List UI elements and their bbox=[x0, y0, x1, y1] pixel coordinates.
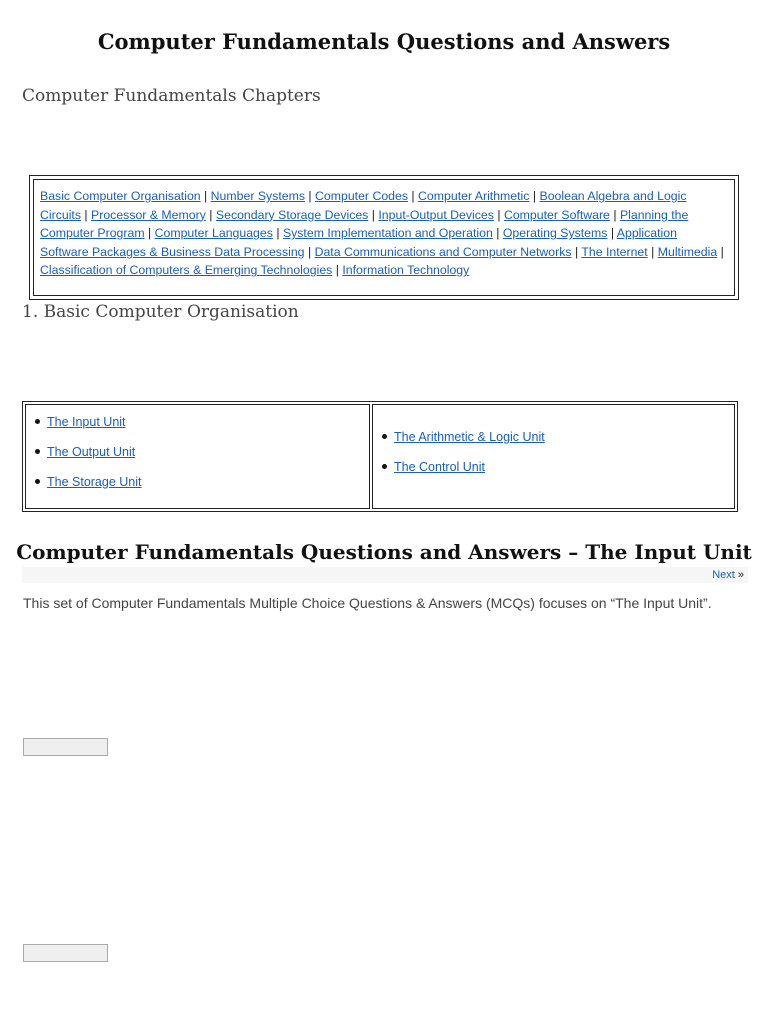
chapter-link-multimedia[interactable]: Multimedia bbox=[657, 244, 718, 259]
page-title: Computer Fundamentals Questions and Answers bbox=[97, 29, 671, 54]
unit-link-output[interactable]: The Output Unit bbox=[47, 445, 136, 459]
list-item bbox=[35, 443, 135, 461]
unit-link-control[interactable]: The Control Unit bbox=[394, 460, 486, 474]
chapter-link-information-technology[interactable]: Information Technology bbox=[342, 263, 470, 278]
chapter-separator: | bbox=[209, 207, 213, 222]
next-nav bbox=[712, 569, 744, 581]
chapter-separator: | bbox=[496, 226, 500, 241]
chapter-separator: | bbox=[574, 244, 579, 259]
chapter-separator: | bbox=[497, 207, 501, 222]
chapter-link-computer-languages[interactable]: Computer Languages bbox=[154, 226, 273, 241]
next-arrow-icon: » bbox=[737, 569, 744, 581]
bullet-icon bbox=[382, 464, 387, 469]
chapter-separator: | bbox=[371, 207, 375, 222]
list-item bbox=[35, 413, 126, 431]
chapter-separator: | bbox=[147, 226, 152, 241]
chapter-separator: | bbox=[308, 189, 312, 203]
chapter-separator: | bbox=[610, 226, 615, 241]
ad-placeholder bbox=[23, 738, 108, 756]
chapter-separator: | bbox=[335, 263, 339, 278]
bullet-icon bbox=[35, 449, 40, 454]
chapter-link-number-systems[interactable]: Number Systems bbox=[210, 189, 305, 203]
chapter-link-processor-memory[interactable]: Processor & Memory bbox=[91, 207, 206, 222]
article-intro: This set of Computer Fundamentals Multiple Choice Questions & Answers (MCQs) focuses on “The Input Unit”. bbox=[23, 595, 712, 611]
section-heading: 1. Basic Computer Organisation bbox=[22, 302, 299, 322]
chapter-separator: | bbox=[204, 189, 208, 203]
chapter-links-list bbox=[33, 179, 735, 296]
unit-link-alu[interactable]: The Arithmetic & Logic Unit bbox=[394, 430, 545, 444]
chapter-link-computer-software[interactable]: Computer Software bbox=[503, 207, 610, 222]
chapter-link-basic-computer-organisation[interactable]: Basic Computer Organisation bbox=[40, 189, 201, 203]
chapter-separator: | bbox=[720, 244, 724, 259]
chapter-separator: | bbox=[613, 207, 617, 222]
bullet-icon bbox=[35, 479, 40, 484]
chapter-links-box bbox=[29, 175, 739, 300]
chapters-heading: Computer Fundamentals Chapters bbox=[22, 86, 321, 106]
article-title: Computer Fundamentals Questions and Answers – The Input Unit bbox=[16, 540, 752, 564]
chapter-separator: | bbox=[532, 189, 537, 203]
chapter-link-the-internet[interactable]: The Internet bbox=[581, 244, 648, 259]
chapter-link-boolean-algebra[interactable]: Boolean Algebra and Logic Circuits bbox=[40, 189, 687, 222]
chapter-link-data-communications[interactable]: Data Communications and Computer Networks bbox=[314, 244, 572, 259]
bullet-icon bbox=[35, 419, 40, 424]
chapter-separator: | bbox=[84, 207, 88, 222]
chapter-separator: | bbox=[276, 226, 280, 241]
chapter-separator: | bbox=[307, 244, 312, 259]
next-link[interactable]: Next bbox=[712, 569, 735, 581]
chapter-link-system-implementation[interactable]: System Implementation and Operation bbox=[282, 226, 493, 241]
chapter-separator: | bbox=[651, 244, 655, 259]
units-cell-right bbox=[372, 404, 735, 509]
chapter-link-planning-program[interactable]: Planning the Computer Program bbox=[40, 207, 689, 241]
pagination-bar bbox=[22, 567, 748, 583]
unit-link-input[interactable]: The Input Unit bbox=[47, 415, 126, 429]
chapter-link-application-software[interactable]: Application Software Packages & Business Data Processing bbox=[40, 226, 677, 259]
chapter-link-computer-codes[interactable]: Computer Codes bbox=[315, 189, 408, 203]
bullet-icon bbox=[382, 434, 387, 439]
chapter-link-operating-systems[interactable]: Operating Systems bbox=[502, 226, 608, 241]
unit-link-storage[interactable]: The Storage Unit bbox=[47, 475, 142, 489]
list-item bbox=[382, 458, 485, 476]
chapter-separator: | bbox=[411, 189, 415, 203]
list-item bbox=[35, 473, 142, 491]
ad-placeholder bbox=[23, 944, 108, 962]
chapter-link-input-output-devices[interactable]: Input-Output Devices bbox=[378, 207, 494, 222]
units-table bbox=[22, 401, 738, 512]
units-cell-left bbox=[25, 404, 370, 509]
list-item bbox=[382, 428, 545, 446]
chapter-link-classification[interactable]: Classification of Computers & Emerging Technologies bbox=[40, 263, 333, 278]
chapter-link-secondary-storage[interactable]: Secondary Storage Devices bbox=[215, 207, 369, 222]
chapter-link-computer-arithmetic[interactable]: Computer Arithmetic bbox=[418, 189, 530, 203]
